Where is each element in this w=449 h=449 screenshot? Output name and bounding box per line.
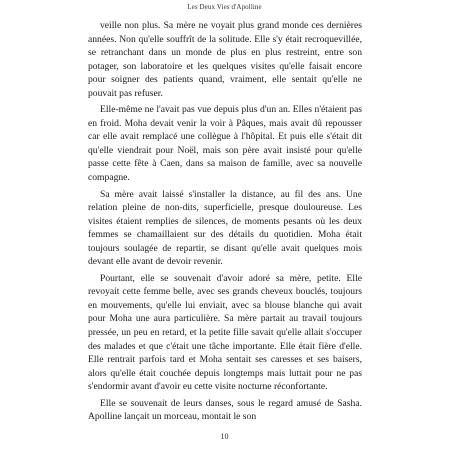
page-number: 10	[220, 432, 229, 441]
page-body	[88, 19, 362, 424]
paragraph-3: Sa mère avait laissé s'installer la distance, au fil des ans. Une relation pleine de non-dits, superficielle, presque douloureuse. Les visites étaient remplies de silences, de moments pesants où les deux femmes se chamaillaient sur des détails du quotidien. Moha était toujours soulagée de repartir, se disant qu'elle avait quelques mois devant elle avant de devoir revenir.	[88, 188, 362, 268]
paragraph-1: veille non plus. Sa mère ne voyait plus grand monde ces dernières années. Non qu'elle souffrît de la solitude. Elle s'y était recroquevillée, se retranchant dans un monde de plus en plus restreint, entre son potager, son laboratoire et les quelques visites qu'elle faisait encore pour soigner des patients quand, vraiment, elle sentait qu'elle ne pouvait pas refuser.	[88, 20, 362, 99]
paragraph-5: Elle se souvenait de leurs danses, sous le regard amusé de Sasha. Apolline lançait un morceau, montait le son	[88, 397, 362, 423]
running-header: Les Deux Vies d'Apolline	[187, 3, 262, 11]
paragraph-2: Elle-même ne l'avait pas vue depuis plus d'un an. Elles n'étaient pas en froid. Moha devait venir la voir à Pâques, mais avait dû repousser car elle avait remplacé une collègue à l'hôpital. Et puis elle s'était dit qu'elle viendrait pour Noël, mais son père avait insisté pour qu'elle passe cette fête à Caen, dans sa maison de famille, avec sa nouvelle compagne.	[88, 104, 362, 184]
paragraph-4: Pourtant, elle se souvenait d'avoir adoré sa mère, petite. Elle revoyait cette femme belle, avec ses grands cheveux bouclés, toujours en mouvements, qu'elle lui enviait, avec sa blouse blanche qui avait pour Moha une aura particulière. Sa mère partait au travail toujours pressée, un peu en retard, et la petite fille savait qu'elle allait s'occuper des malades et que c'était une tâche importante. Elle était fière d'elle. Elle rentrait parfois tard et Moha sentait ses caresses et ses baisers, alors qu'elle était couchée depuis longtemps mais luttait pour ne pas s'endormir avant d'avoir eu cette visite nocturne réconfortante.	[88, 272, 362, 393]
